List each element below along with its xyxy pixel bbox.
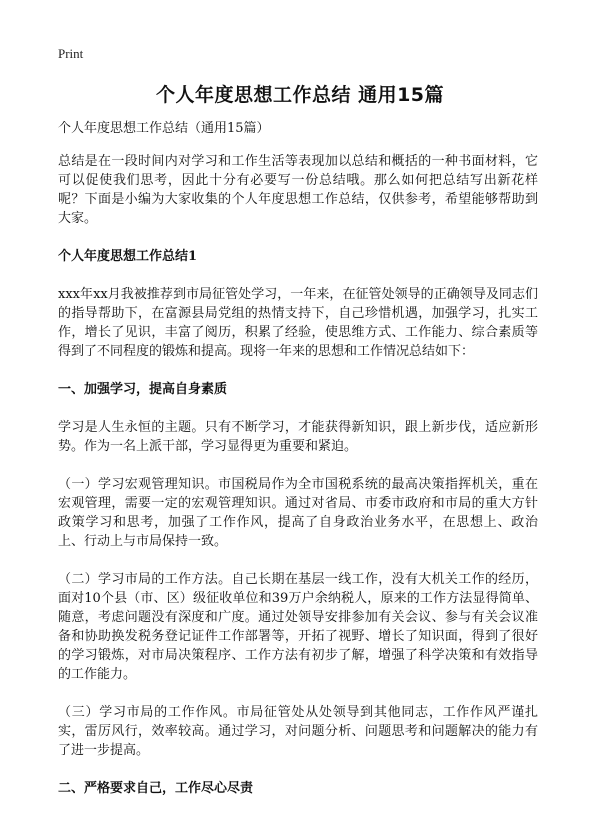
- document-subtitle: 个人年度思想工作总结（通用15篇）: [58, 121, 270, 136]
- part-one-item-3: （三）学习市局的工作作风。市局征管处从处领导到其他同志，工作作风严谨扎实，雷厉风行，效率较高。通过学习，对问题分析、问题思考和问题解决的能力有了进一步提高。: [58, 705, 538, 758]
- part-one-intro: 学习是人生永恒的主题。只有不断学习，才能获得新知识，跟上新步伐，适应新形势。作为一名上派干部，学习显得更为重要和紧迫。: [58, 420, 538, 454]
- document-body: [58, 119, 538, 817]
- part-one-item-2: （二）学习市局的工作方法。自己长期在基层一线工作，没有大机关工作的经历，面对10个县（市、区）级征收单位和39万户余纳税人，原来的工作方法显得简单、随意，考虑问题没有深度和广度。通过处领导安排参加有关会议、参与有关会议准备和协助换发税务登记证件工作部署等，开拓了视野、增长了知识面，得到了很好的学习锻炼，对市局决策程序、工作方法有初步了解，增强了科学决策和有效指导的工作能力。: [58, 572, 538, 682]
- part-one-heading: 一、加强学习，提高自身素质: [58, 382, 228, 397]
- print-link[interactable]: Print: [58, 46, 84, 61]
- section-intro-paragraph: xxx年xx月我被推荐到市局征管处学习，一年来，在征管处领导的正确领导及同志们的指导帮助下，在富源县局党组的热情支持下，自己珍惜机遇，加强学习，扎实工作，增长了见识，丰富了阅历，积累了经验，使思维方式、工作能力、综合素质等得到了不同程度的锻炼和提高。现将一年来的思想和工作情况总结如下：: [58, 287, 538, 359]
- part-one-item-1: （一）学习宏观管理知识。市国税局作为全市国税系统的最高决策指挥机关，重在宏观管理，需要一定的宏观管理知识。通过对省局、市委市政府和市局的重大方针政策学习和思考，加强了工作作风，提高了自身政治业务水平，在思想上、政治上、行动上与市局保持一致。: [58, 477, 538, 549]
- intro-paragraph: 总结是在一段时间内对学习和工作生活等表现加以总结和概括的一种书面材料，它可以促使我们思考，因此十分有必要写一份总结哦。那么如何把总结写出新花样呢？下面是小编为大家收集的个人年度思想工作总结，仅供参考，希望能够帮助到大家。: [58, 154, 538, 226]
- page-title: 个人年度思想工作总结 通用15篇: [155, 84, 445, 106]
- section-heading: 个人年度思想工作总结1: [58, 249, 198, 264]
- part-two-heading: 二、严格要求自己，工作尽心尽责: [58, 781, 254, 796]
